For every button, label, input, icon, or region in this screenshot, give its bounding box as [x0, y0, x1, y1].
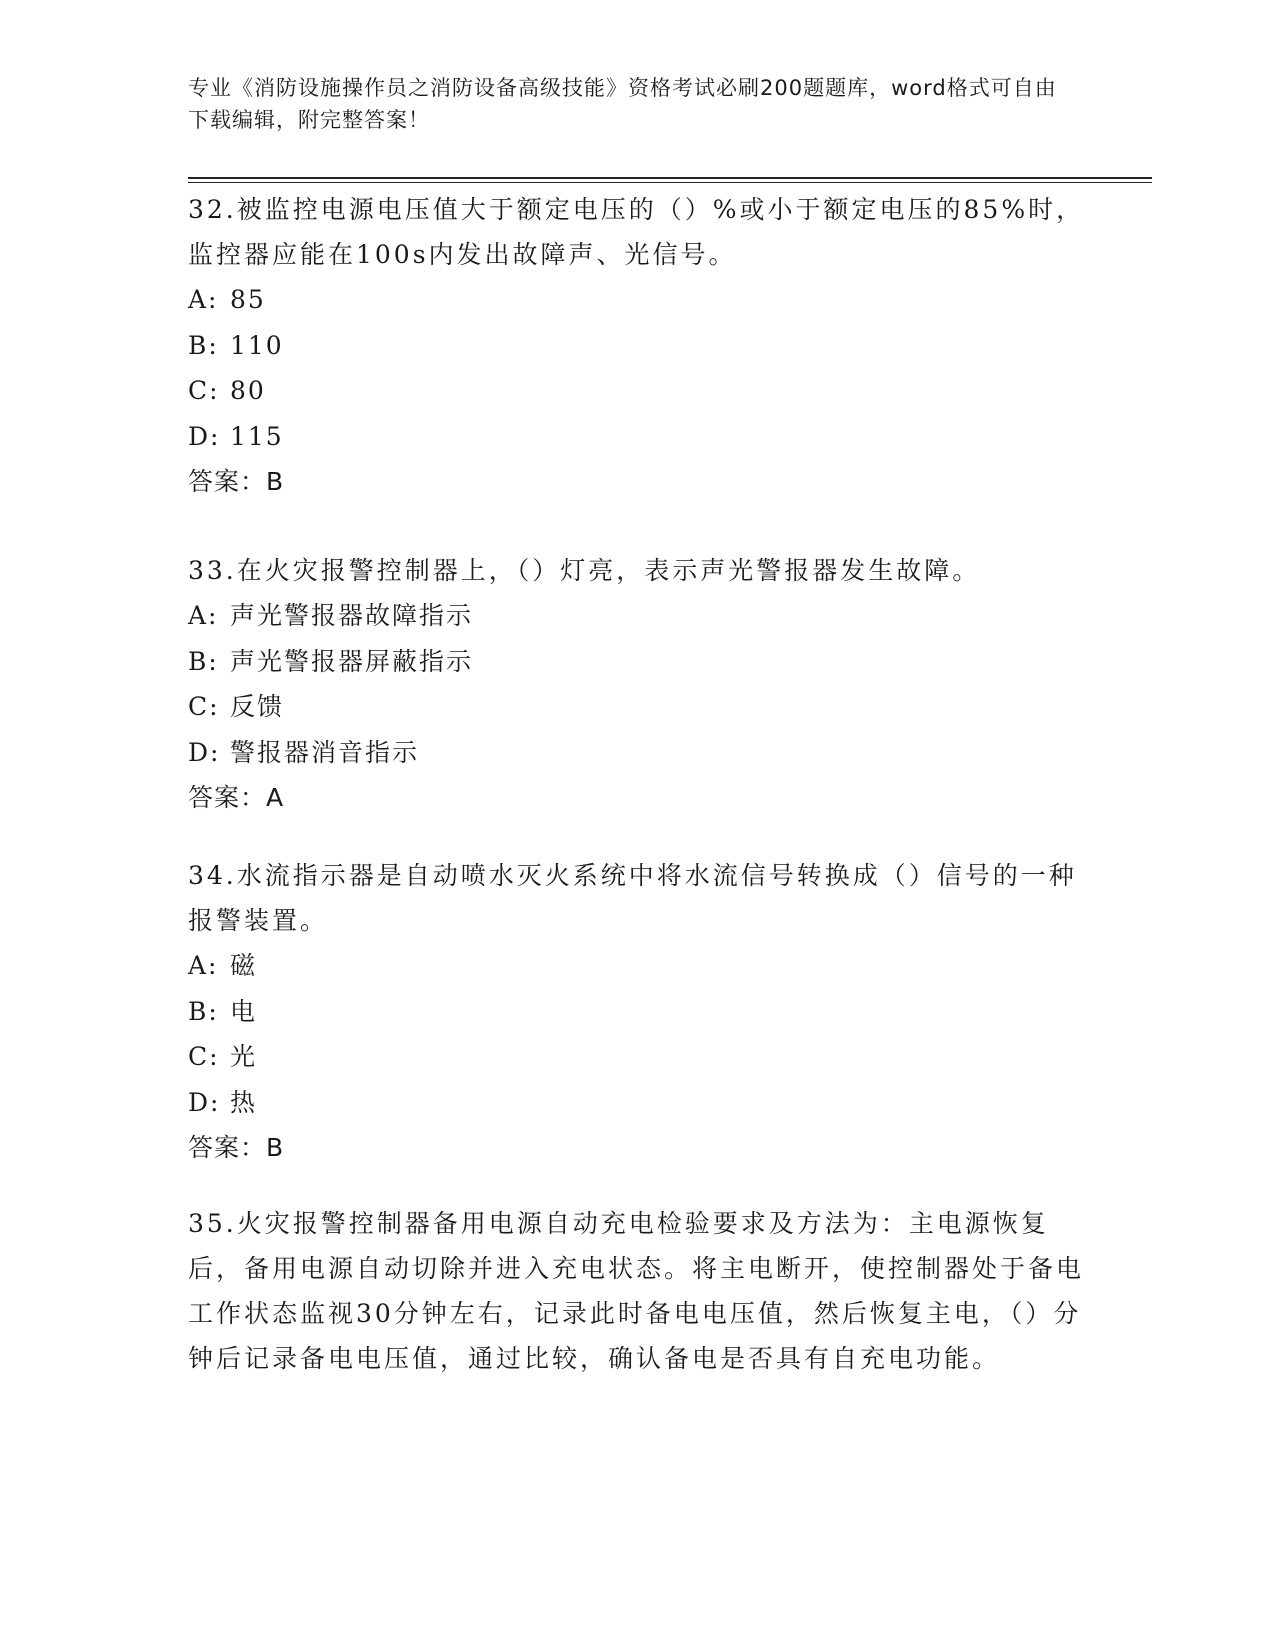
option-key: B: [188, 996, 219, 1026]
option-text: 电 [230, 996, 258, 1026]
option-text: 声光警报器故障指示 [230, 601, 474, 630]
question-32 [188, 187, 1088, 504]
option-key: C: [188, 376, 220, 405]
option-c [188, 368, 1088, 414]
option-b [188, 639, 1088, 685]
option-b [188, 323, 1088, 369]
option-text: 110 [230, 330, 284, 360]
option-key: D: [188, 737, 221, 767]
option-key: C: [188, 1042, 220, 1071]
option-a [188, 277, 1088, 323]
option-a [188, 593, 1088, 639]
option-text: 声光警报器屏蔽指示 [230, 646, 474, 676]
option-key: D: [188, 1087, 221, 1117]
option-key: C: [188, 692, 220, 721]
question-stem: 35.火灾报警控制器备用电源自动充电检验要求及方法为：主电源恢复后，备用电源自动切除并进入充电状态。将主电断开，使控制器处于备电工作状态监视30分钟左右，记录此时备电电压值，然后恢复主电，（）分钟后记录备电电压值，通过比较，确认备电是否具有自充电功能。 [188, 1209, 1085, 1373]
answer-line: 答案：B [188, 467, 285, 496]
option-text: 警报器消音指示 [230, 737, 420, 767]
header-divider-thick [188, 177, 1152, 179]
option-c [188, 1034, 1088, 1080]
question-35 [188, 1201, 1088, 1381]
option-text: 80 [230, 376, 266, 405]
option-key: B: [188, 646, 219, 676]
option-key: A: [188, 601, 219, 630]
question-stem: 32.被监控电源电压值大于额定电压的（）%或小于额定电压的85%时，监控器应能在100s内发出故障声、光信号。 [188, 195, 1085, 269]
option-text: 光 [230, 1042, 258, 1071]
question-33 [188, 548, 1088, 820]
answer-line: 答案：B [188, 1133, 285, 1162]
option-key: D: [188, 421, 221, 451]
document-header: 专业《消防设施操作员之消防设备高级技能》资格考试必刷200题题库，word格式可自由下载编辑，附完整答案！ [188, 76, 1057, 132]
option-key: A: [188, 285, 219, 314]
option-a [188, 943, 1088, 989]
option-text: 115 [230, 421, 284, 451]
option-d [188, 1080, 1088, 1126]
option-d [188, 730, 1088, 776]
option-c [188, 684, 1088, 730]
option-key: A: [188, 951, 219, 980]
option-text: 磁 [230, 951, 258, 980]
option-b [188, 989, 1088, 1035]
option-text: 85 [230, 285, 266, 314]
option-text: 热 [230, 1087, 258, 1117]
question-34 [188, 853, 1088, 1170]
option-key: B: [188, 330, 219, 360]
option-d [188, 414, 1088, 460]
question-stem: 33.在火灾报警控制器上，（）灯亮，表示声光警报器发生故障。 [188, 556, 981, 585]
question-stem: 34.水流指示器是自动喷水灭火系统中将水流信号转换成（）信号的一种报警装置。 [188, 861, 1077, 935]
header-divider-thin [188, 182, 1152, 183]
answer-line: 答案：A [188, 783, 285, 812]
option-text: 反馈 [230, 692, 285, 721]
